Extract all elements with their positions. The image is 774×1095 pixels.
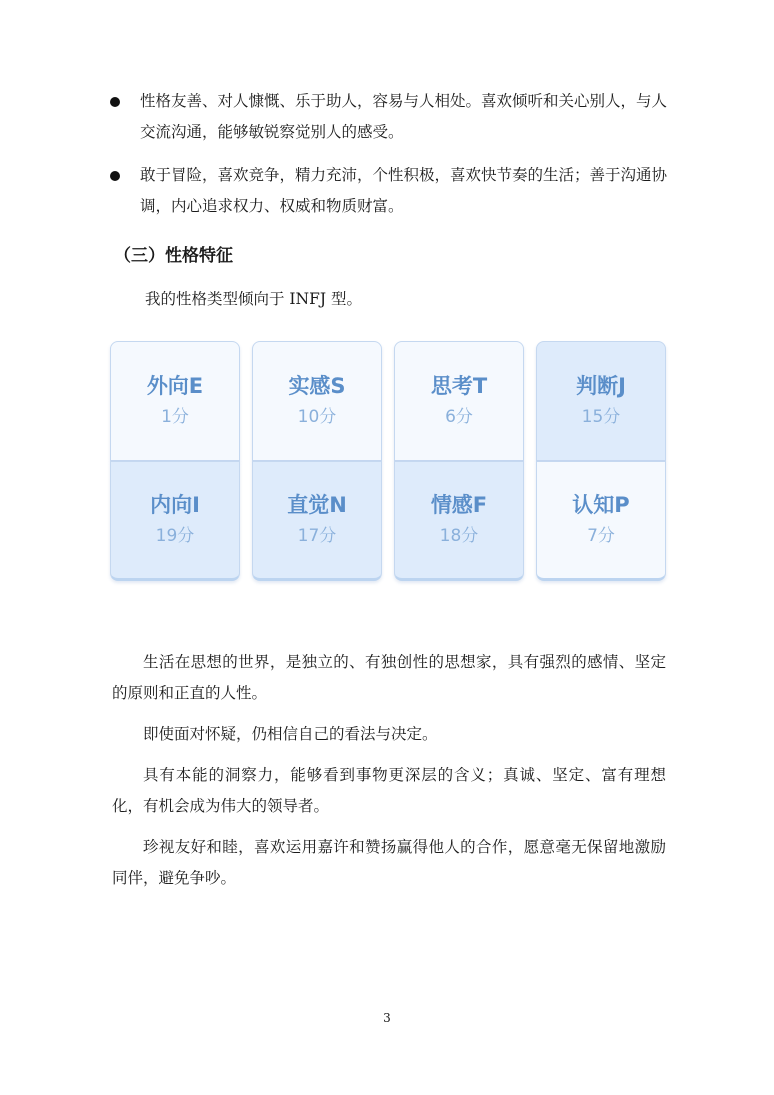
bullet-text: 性格友善、对人慷慨、乐于助人，容易与人相处。喜欢倾听和关心别人，与人交流沟通，能够敏锐察觉别人的感受。	[140, 92, 668, 141]
trait-card-f	[394, 461, 524, 581]
paragraph: 具有本能的洞察力，能够看到事物更深层的含义；真诚、坚定、富有理想化，有机会成为伟大的领导者。	[112, 766, 666, 815]
trait-score: 7分	[587, 526, 615, 546]
trait-card-i	[110, 461, 240, 581]
trait-name: 思考T	[430, 374, 488, 398]
trait-name: 实感S	[288, 374, 346, 398]
trait-score: 10分	[297, 407, 337, 427]
section-title: （三）性格特征	[114, 246, 233, 266]
bullet-text: 敢于冒险，喜欢竞争，精力充沛，个性积极，喜欢快节奏的生活；善于沟通协调，内心追求权力、权威和物质财富。	[140, 166, 668, 215]
bullet-item	[108, 160, 668, 222]
trait-card-p	[536, 461, 666, 581]
bullet-dot-icon	[110, 97, 120, 107]
trait-card-e	[110, 341, 240, 461]
trait-card-s	[252, 341, 382, 461]
paragraph: 珍视友好和睦，喜欢运用嘉许和赞扬赢得他人的合作，愿意毫无保留地激励同伴，避免争吵。	[112, 838, 666, 887]
trait-name: 内向I	[150, 493, 200, 517]
trait-score: 15分	[581, 407, 621, 427]
trait-name: 外向E	[146, 374, 204, 398]
trait-name: 判断J	[576, 374, 626, 398]
trait-score: 1分	[161, 407, 189, 427]
paragraph: 生活在思想的世界，是独立的、有独创性的思想家，具有强烈的感情、坚定的原则和正直的人性。	[112, 653, 666, 702]
trait-name: 情感F	[430, 493, 488, 517]
trait-name: 认知P	[572, 493, 630, 517]
trait-card-j	[536, 341, 666, 461]
bullet-dot-icon	[110, 171, 120, 181]
trait-card-n	[252, 461, 382, 581]
personality-score-grid	[110, 341, 666, 581]
trait-score: 17分	[297, 526, 337, 546]
trait-name: 直觉N	[287, 493, 347, 517]
bullet-list	[108, 86, 668, 234]
intro-line: 我的性格类型倾向于 INFJ 型。	[145, 290, 363, 308]
paragraph: 即使面对怀疑，仍相信自己的看法与决定。	[143, 725, 438, 743]
trait-score: 19分	[155, 526, 195, 546]
trait-score: 18分	[439, 526, 479, 546]
page-number: 3	[383, 1011, 391, 1025]
trait-card-t	[394, 341, 524, 461]
bullet-item	[108, 86, 668, 148]
trait-score: 6分	[445, 407, 473, 427]
description-block	[112, 647, 666, 904]
